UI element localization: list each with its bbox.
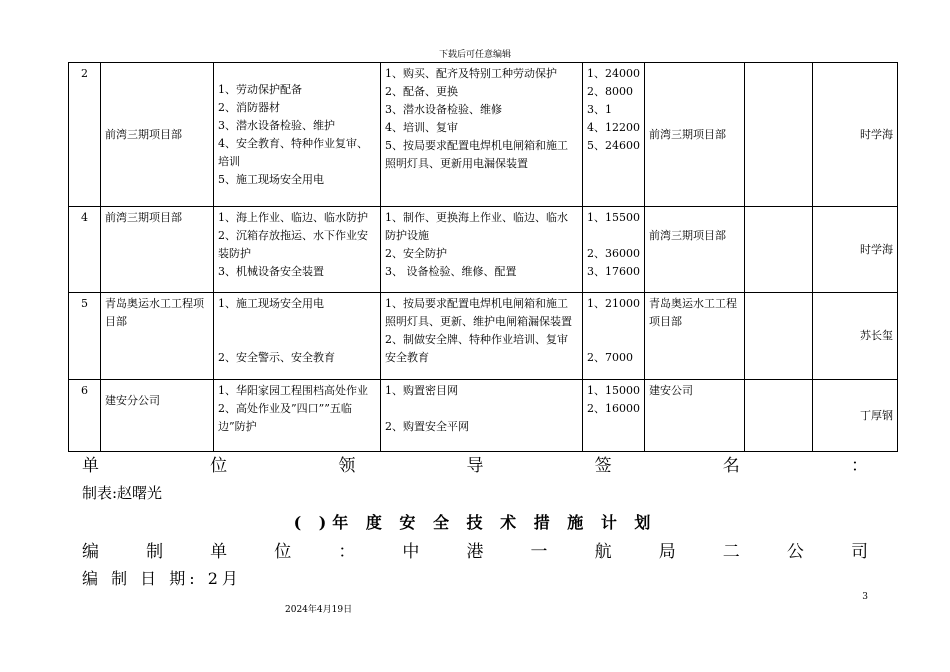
- responsible-unit-cell: 前湾三期项目部: [645, 63, 745, 207]
- responsible-unit-cell: 青岛奥运水工工程项目部: [645, 293, 745, 380]
- compiler-char: ：: [338, 542, 356, 562]
- row-number: 5: [69, 293, 101, 380]
- safety-plan-table: [68, 62, 898, 452]
- leader-char: 领: [338, 456, 356, 476]
- leader-char: 签: [594, 456, 612, 476]
- table-row: [69, 63, 898, 207]
- compile-date: 编 制 日 期: 2月: [82, 569, 242, 588]
- leader-char: 位: [210, 456, 228, 476]
- page-number: 3: [862, 592, 868, 602]
- items-cell: [214, 207, 381, 293]
- amounts-cell: [583, 293, 645, 380]
- compiler-char: 制: [146, 542, 164, 562]
- amount-line: 2、16000: [587, 402, 640, 415]
- plan-title: ( )年 度 安 全 技 术 措 施 计 划: [293, 513, 657, 532]
- leader-char: 单: [82, 456, 99, 476]
- row-number: 4: [69, 207, 101, 293]
- empty-cell: [745, 63, 813, 207]
- unit-cell: [101, 380, 214, 452]
- item-line: 2、消防器材: [218, 100, 280, 114]
- spacer: [385, 400, 578, 418]
- amounts-cell: [583, 207, 645, 293]
- amount-line: 1、15500: [587, 211, 640, 224]
- amount-line: 2、36000: [587, 247, 640, 260]
- empty-cell: [745, 293, 813, 380]
- table-row: [69, 207, 898, 293]
- amount-line: 2、7000: [587, 351, 633, 364]
- leader-char: 导: [466, 456, 484, 476]
- amount-line: 1、21000: [587, 297, 640, 310]
- table-row: [69, 293, 898, 380]
- measure-line: 1、购买、配齐及特别工种劳动保护: [385, 67, 557, 80]
- measure-line: 1、制作、更换海上作业、临边、临水防护设施: [385, 211, 568, 242]
- amounts-cell: [583, 380, 645, 452]
- row-number: 2: [69, 63, 101, 207]
- amount-line: 3、17600: [587, 265, 640, 278]
- measure-line: 2、制做安全牌、特种作业培训、复审安全教育: [385, 333, 568, 364]
- empty-cell: [745, 380, 813, 452]
- unit-cell: 前湾三期项目部: [101, 63, 214, 207]
- item-line: 1、劳动保护配备: [218, 82, 302, 96]
- leader-signature-line: [82, 451, 868, 476]
- measures-cell: [381, 63, 583, 207]
- measure-line: 2、购置安全平网: [385, 420, 469, 433]
- person-cell: 丁厚钢: [813, 380, 898, 452]
- compiler-char: 位: [274, 542, 292, 562]
- compiler-char: 公: [786, 542, 804, 562]
- item-line: 2、高处作业及”四口””五临边”防护: [218, 402, 352, 433]
- responsible-unit-text: 前湾三期项目部: [649, 229, 726, 242]
- row-number: 6: [69, 380, 101, 452]
- measure-line: 5、按局要求配置电焊机电闸箱和施工照明灯具、更新用电漏保装置: [385, 139, 568, 170]
- amounts-cell: [583, 63, 645, 207]
- unit-cell: 青岛奥运水工工程项目部: [101, 293, 214, 380]
- amount-line: 4、12200: [587, 121, 640, 134]
- table-maker: 制表:赵曙光: [82, 484, 163, 502]
- item-line: 4、安全教育、特种作业复审、培训: [218, 136, 368, 168]
- responsible-unit-cell: [645, 207, 745, 293]
- unit-text: 建安分公司: [105, 394, 160, 407]
- person-cell: 时学海: [813, 63, 898, 207]
- compiler-char: 航: [594, 542, 612, 562]
- measures-cell: [381, 293, 583, 380]
- item-line: 1、华阳家园工程围档高处作业: [218, 384, 368, 397]
- responsible-unit-cell: 建安公司: [645, 380, 745, 452]
- measures-cell: [381, 207, 583, 293]
- amount-line: 2、8000: [587, 85, 633, 98]
- items-cell: [214, 380, 381, 452]
- compiler-char: 局: [658, 542, 676, 562]
- spacer: [587, 331, 640, 349]
- spacer: [649, 209, 740, 227]
- item-line: 2、沉箱存放拖运、水下作业安装防护: [218, 229, 368, 260]
- person-cell: 苏长玺: [813, 293, 898, 380]
- compiler-char: 二: [722, 542, 740, 562]
- amount-line: 1、15000: [587, 384, 640, 397]
- measure-line: 3、 设备检验、维修、配置: [385, 265, 517, 278]
- leader-char: ：: [850, 456, 868, 476]
- measure-line: 2、安全防护: [385, 247, 447, 260]
- empty-cell: [745, 207, 813, 293]
- footer-date: 2024年4月19日: [285, 605, 353, 615]
- compiler-char: 司: [850, 542, 868, 562]
- header-note: 下载后可任意编辑: [438, 50, 511, 60]
- amount-line: 3、1: [587, 103, 612, 116]
- amount-line: 1、24000: [587, 67, 640, 80]
- item-line: 3、潜水设备检验、维护: [218, 118, 335, 132]
- spacer: [218, 313, 376, 331]
- item-line: 1、施工现场安全用电: [218, 297, 324, 310]
- item-line: 3、机械设备安全装置: [218, 265, 324, 278]
- amount-line: 5、24600: [587, 139, 640, 152]
- measure-line: 1、按局要求配置电焊机电闸箱和施工照明灯具、更新、维护电闸箱漏保装置: [385, 297, 572, 328]
- compiler-char: 编: [82, 542, 99, 562]
- spacer: [587, 227, 640, 245]
- item-line: 2、安全警示、安全教育: [218, 351, 335, 364]
- compiler-char: 中: [402, 542, 420, 562]
- compiler-char: 单: [210, 542, 228, 562]
- compiler-char: 一: [530, 542, 548, 562]
- person-cell: 时学海: [813, 207, 898, 293]
- items-cell: [214, 63, 381, 207]
- item-line: 1、海上作业、临边、临水防护: [218, 211, 368, 224]
- table-row: [69, 380, 898, 452]
- unit-cell: 前湾三期项目部: [101, 207, 214, 293]
- measure-line: 1、购置密目网: [385, 384, 458, 397]
- spacer: [218, 331, 376, 349]
- measure-line: 3、潜水设备检验、维修: [385, 103, 502, 116]
- spacer: [587, 313, 640, 331]
- compiler-char: 港: [466, 542, 484, 562]
- measure-line: 2、配备、更换: [385, 85, 458, 98]
- item-line: 5、施工现场安全用电: [218, 172, 324, 186]
- measures-cell: [381, 380, 583, 452]
- items-cell: [214, 293, 381, 380]
- leader-char: 名: [722, 456, 740, 476]
- measure-line: 4、培训、复审: [385, 121, 458, 134]
- compiling-unit-line: [82, 537, 868, 562]
